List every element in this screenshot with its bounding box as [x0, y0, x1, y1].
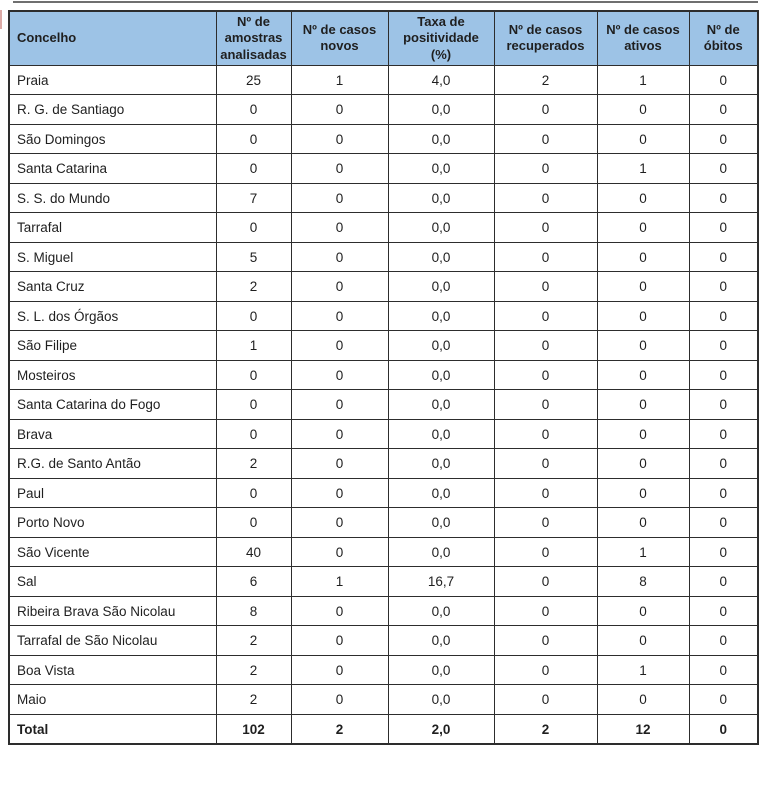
table-body: [9, 65, 758, 744]
cell-casos_recuperados: 0: [494, 655, 597, 685]
column-header-amostras-analisadas: Nº de amostras analisadas: [216, 11, 291, 65]
cell-amostras_analisadas: 0: [216, 419, 291, 449]
cell-concelho: Santa Catarina: [9, 154, 216, 184]
cell-taxa_positividade: 0,0: [388, 360, 494, 390]
cell-casos_recuperados: 0: [494, 419, 597, 449]
cell-taxa_positividade: 0,0: [388, 478, 494, 508]
cell-amostras_analisadas: 2: [216, 272, 291, 302]
cell-casos_novos: 0: [291, 360, 388, 390]
cell-amostras_analisadas: 2: [216, 655, 291, 685]
cell-casos_novos: 0: [291, 390, 388, 420]
cell-taxa_positividade: 0,0: [388, 183, 494, 213]
cell-obitos: 0: [689, 360, 758, 390]
cell-casos_ativos: 0: [597, 124, 689, 154]
cell-casos_ativos: 8: [597, 567, 689, 597]
column-header-obitos: Nº de óbitos: [689, 11, 758, 65]
cell-casos_recuperados: 0: [494, 508, 597, 538]
cell-casos_recuperados: 0: [494, 242, 597, 272]
cell-casos_recuperados: 0: [494, 183, 597, 213]
cell-concelho: Porto Novo: [9, 508, 216, 538]
cell-amostras_analisadas: 0: [216, 478, 291, 508]
cell-casos_novos: 0: [291, 655, 388, 685]
table-row: [9, 626, 758, 656]
cell-casos_recuperados: 0: [494, 360, 597, 390]
cell-concelho: Tarrafal: [9, 213, 216, 243]
cell-amostras_analisadas: 7: [216, 183, 291, 213]
cell-obitos: 0: [689, 685, 758, 715]
cell-casos_novos: 0: [291, 596, 388, 626]
cell-concelho: Santa Cruz: [9, 272, 216, 302]
cell-casos_ativos: 1: [597, 655, 689, 685]
cell-obitos: 0: [689, 331, 758, 361]
cell-obitos: 0: [689, 213, 758, 243]
table-row: [9, 478, 758, 508]
cell-casos_novos: 0: [291, 685, 388, 715]
cell-obitos: 0: [689, 478, 758, 508]
cell-casos_novos: 0: [291, 95, 388, 125]
cell-casos_novos: 0: [291, 537, 388, 567]
column-header-concelho: Concelho: [9, 11, 216, 65]
cell-taxa_positividade: 0,0: [388, 508, 494, 538]
cell-casos_ativos: 0: [597, 272, 689, 302]
table-row: [9, 390, 758, 420]
cell-casos_recuperados: 0: [494, 390, 597, 420]
cell-taxa_positividade: 0,0: [388, 95, 494, 125]
cell-obitos: 0: [689, 567, 758, 597]
cell-amostras_analisadas: 0: [216, 124, 291, 154]
cell-amostras_analisadas: 0: [216, 213, 291, 243]
table-row: [9, 213, 758, 243]
cell-obitos: 0: [689, 419, 758, 449]
table-row: [9, 596, 758, 626]
table-row: [9, 124, 758, 154]
cell-obitos: 0: [689, 596, 758, 626]
cell-taxa_positividade: 0,0: [388, 154, 494, 184]
table-row: [9, 301, 758, 331]
cell-concelho: Boa Vista: [9, 655, 216, 685]
cell-casos_ativos: 0: [597, 242, 689, 272]
cell-casos_novos: 1: [291, 567, 388, 597]
table-row: [9, 183, 758, 213]
cell-casos_recuperados: 0: [494, 331, 597, 361]
table-row: [9, 537, 758, 567]
cell-concelho: Sal: [9, 567, 216, 597]
cell-casos_ativos: 0: [597, 419, 689, 449]
cell-concelho: São Vicente: [9, 537, 216, 567]
cell-taxa_positividade: 4,0: [388, 65, 494, 95]
table-row: [9, 154, 758, 184]
cell-obitos: 0: [689, 65, 758, 95]
table-row: [9, 508, 758, 538]
cell-casos_ativos: 0: [597, 685, 689, 715]
table-row: [9, 655, 758, 685]
header-row: [9, 11, 758, 65]
cell-casos_novos: 0: [291, 626, 388, 656]
cell-obitos: 0: [689, 301, 758, 331]
cell-casos_ativos: 0: [597, 626, 689, 656]
cell-taxa_positividade: 0,0: [388, 242, 494, 272]
cell-taxa_positividade: 0,0: [388, 626, 494, 656]
cell-amostras_analisadas: 0: [216, 508, 291, 538]
cell-obitos: 0: [689, 449, 758, 479]
cell-concelho: S. L. dos Órgãos: [9, 301, 216, 331]
cell-casos_novos: 0: [291, 331, 388, 361]
cell-concelho: Santa Catarina do Fogo: [9, 390, 216, 420]
cell-taxa_positividade: 0,0: [388, 331, 494, 361]
cell-casos_ativos: 1: [597, 154, 689, 184]
cell-amostras_analisadas: 102: [216, 714, 291, 744]
cell-casos_novos: 0: [291, 419, 388, 449]
cell-taxa_positividade: 0,0: [388, 213, 494, 243]
concelho-stats-table: [8, 10, 759, 745]
cell-amostras_analisadas: 2: [216, 626, 291, 656]
top-edge-line: [13, 1, 758, 3]
total-row: [9, 714, 758, 744]
cell-casos_recuperados: 0: [494, 301, 597, 331]
cell-concelho: Mosteiros: [9, 360, 216, 390]
cell-casos_ativos: 12: [597, 714, 689, 744]
cell-casos_ativos: 0: [597, 331, 689, 361]
cell-taxa_positividade: 0,0: [388, 390, 494, 420]
cell-casos_novos: 0: [291, 242, 388, 272]
table-row: [9, 567, 758, 597]
cell-casos_novos: 0: [291, 478, 388, 508]
cell-amostras_analisadas: 5: [216, 242, 291, 272]
cell-casos_recuperados: 0: [494, 626, 597, 656]
cell-casos_recuperados: 0: [494, 596, 597, 626]
cell-casos_ativos: 0: [597, 596, 689, 626]
cell-concelho: Ribeira Brava São Nicolau: [9, 596, 216, 626]
cell-casos_recuperados: 0: [494, 685, 597, 715]
cell-amostras_analisadas: 0: [216, 301, 291, 331]
cell-amostras_analisadas: 1: [216, 331, 291, 361]
cell-concelho: Total: [9, 714, 216, 744]
cell-obitos: 0: [689, 272, 758, 302]
cell-amostras_analisadas: 0: [216, 390, 291, 420]
cell-casos_novos: 0: [291, 183, 388, 213]
cell-concelho: São Domingos: [9, 124, 216, 154]
cell-amostras_analisadas: 0: [216, 154, 291, 184]
cell-obitos: 0: [689, 242, 758, 272]
cell-casos_recuperados: 0: [494, 154, 597, 184]
cell-casos_recuperados: 0: [494, 213, 597, 243]
cell-amostras_analisadas: 40: [216, 537, 291, 567]
cell-obitos: 0: [689, 154, 758, 184]
cell-casos_novos: 1: [291, 65, 388, 95]
cell-casos_ativos: 0: [597, 213, 689, 243]
cell-taxa_positividade: 2,0: [388, 714, 494, 744]
cell-casos_recuperados: 0: [494, 567, 597, 597]
cell-casos_novos: 0: [291, 301, 388, 331]
cell-concelho: S. S. do Mundo: [9, 183, 216, 213]
cell-casos_ativos: 1: [597, 537, 689, 567]
cell-concelho: R. G. de Santiago: [9, 95, 216, 125]
cell-obitos: 0: [689, 537, 758, 567]
cell-casos_recuperados: 0: [494, 95, 597, 125]
cell-casos_recuperados: 0: [494, 124, 597, 154]
cell-taxa_positividade: 0,0: [388, 685, 494, 715]
table-row: [9, 65, 758, 95]
cell-casos_recuperados: 0: [494, 449, 597, 479]
cell-amostras_analisadas: 8: [216, 596, 291, 626]
cell-amostras_analisadas: 25: [216, 65, 291, 95]
column-header-casos-recuperados: Nº de casos recuperados: [494, 11, 597, 65]
cell-obitos: 0: [689, 95, 758, 125]
cell-casos_recuperados: 2: [494, 714, 597, 744]
cell-casos_novos: 0: [291, 154, 388, 184]
table-row: [9, 419, 758, 449]
cell-concelho: S. Miguel: [9, 242, 216, 272]
cell-casos_recuperados: 0: [494, 272, 597, 302]
cell-taxa_positividade: 16,7: [388, 567, 494, 597]
cell-casos_ativos: 0: [597, 390, 689, 420]
cell-taxa_positividade: 0,0: [388, 272, 494, 302]
cell-casos_ativos: 0: [597, 449, 689, 479]
cell-taxa_positividade: 0,0: [388, 537, 494, 567]
cell-concelho: R.G. de Santo Antão: [9, 449, 216, 479]
cell-concelho: Paul: [9, 478, 216, 508]
cell-obitos: 0: [689, 626, 758, 656]
column-header-taxa-positividade: Taxa de positividade (%): [388, 11, 494, 65]
table-row: [9, 242, 758, 272]
cell-obitos: 0: [689, 714, 758, 744]
cell-casos_recuperados: 0: [494, 478, 597, 508]
cell-obitos: 0: [689, 390, 758, 420]
cell-concelho: São Filipe: [9, 331, 216, 361]
cell-casos_ativos: 0: [597, 478, 689, 508]
cell-casos_ativos: 0: [597, 95, 689, 125]
cell-amostras_analisadas: 6: [216, 567, 291, 597]
cell-obitos: 0: [689, 183, 758, 213]
table-row: [9, 95, 758, 125]
cell-amostras_analisadas: 2: [216, 685, 291, 715]
cell-taxa_positividade: 0,0: [388, 419, 494, 449]
cell-casos_novos: 0: [291, 272, 388, 302]
cell-taxa_positividade: 0,0: [388, 124, 494, 154]
cell-obitos: 0: [689, 124, 758, 154]
table-row: [9, 685, 758, 715]
cell-casos_recuperados: 0: [494, 537, 597, 567]
cell-casos_ativos: 1: [597, 65, 689, 95]
cell-taxa_positividade: 0,0: [388, 596, 494, 626]
cell-casos_novos: 0: [291, 508, 388, 538]
cell-casos_novos: 0: [291, 213, 388, 243]
cell-taxa_positividade: 0,0: [388, 449, 494, 479]
cell-amostras_analisadas: 0: [216, 95, 291, 125]
table-row: [9, 272, 758, 302]
cell-casos_novos: 0: [291, 449, 388, 479]
cell-concelho: Praia: [9, 65, 216, 95]
cell-casos_novos: 2: [291, 714, 388, 744]
cell-concelho: Brava: [9, 419, 216, 449]
left-edge-artifact: [0, 10, 2, 29]
cell-concelho: Maio: [9, 685, 216, 715]
cell-casos_recuperados: 2: [494, 65, 597, 95]
cell-taxa_positividade: 0,0: [388, 301, 494, 331]
cell-casos_novos: 0: [291, 124, 388, 154]
cell-casos_ativos: 0: [597, 360, 689, 390]
cell-taxa_positividade: 0,0: [388, 655, 494, 685]
cell-obitos: 0: [689, 655, 758, 685]
column-header-casos-ativos: Nº de casos ativos: [597, 11, 689, 65]
table-row: [9, 331, 758, 361]
column-header-casos-novos: Nº de casos novos: [291, 11, 388, 65]
cell-casos_ativos: 0: [597, 508, 689, 538]
cell-amostras_analisadas: 2: [216, 449, 291, 479]
cell-obitos: 0: [689, 508, 758, 538]
cell-casos_ativos: 0: [597, 183, 689, 213]
cell-casos_ativos: 0: [597, 301, 689, 331]
cell-amostras_analisadas: 0: [216, 360, 291, 390]
table-row: [9, 360, 758, 390]
table-row: [9, 449, 758, 479]
cell-concelho: Tarrafal de São Nicolau: [9, 626, 216, 656]
